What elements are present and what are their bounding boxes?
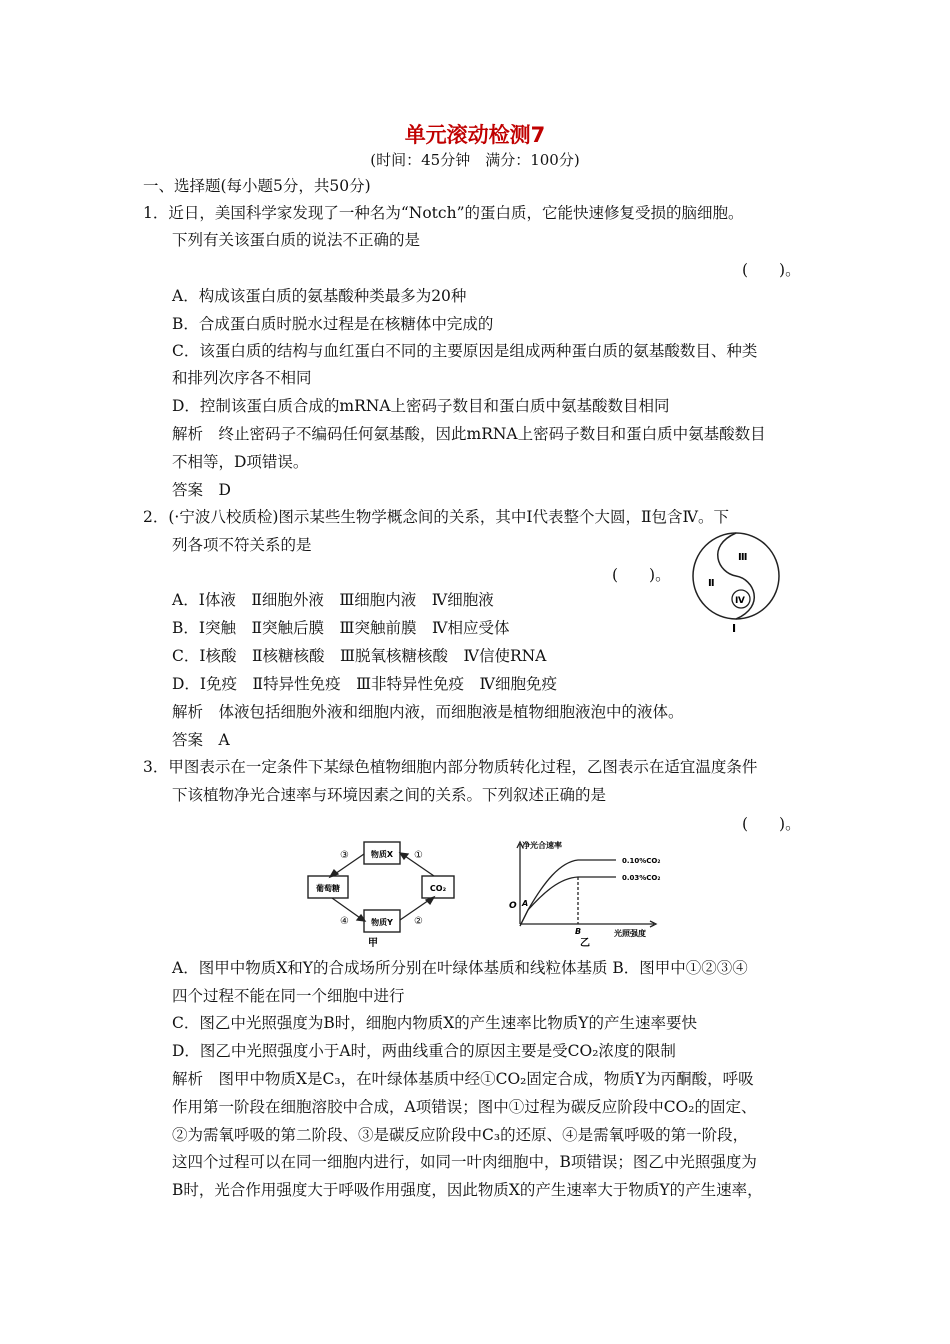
q1-option-c-line1: C．该蛋白质的结构与血红蛋白不同的主要原因是组成两种蛋白质的氨基酸数目、种类 (172, 342, 758, 360)
q1-option-b: B．合成蛋白质时脱水过程是在核糖体中完成的 (172, 315, 494, 333)
q2-stem-line1: 2．(·宁波八校质检)图示某些生物学概念间的关系，其中Ⅰ代表整个大圆，Ⅱ包含Ⅳ。下 (143, 508, 730, 526)
q1-explanation-line2: 不相等，D项错误。 (172, 453, 309, 471)
label-iii: Ⅲ (738, 552, 748, 563)
q3-option-a-line1: A．图甲中物质X和Y的合成场所分别在叶绿体基质和线粒体基质 B．图甲中①②③④ (172, 959, 748, 977)
point-b-label: B (575, 927, 582, 936)
q1-stem-line2: 下列有关该蛋白质的说法不正确的是 (172, 231, 421, 249)
section-heading: 一、选择题(每小题5分，共50分) (143, 177, 371, 195)
series-label-0-03: 0.03%CO₂ (622, 874, 661, 882)
series-label-0-10: 0.10%CO₂ (622, 857, 661, 865)
q3-stem-line2: 下该植物净光合速率与环境因素之间的关系。下列叙述正确的是 (172, 786, 607, 804)
q2-option-b: B．Ⅰ突触 Ⅱ突触后膜 Ⅲ突触前膜 Ⅳ相应受体 (172, 619, 510, 637)
box-co2-label: CO₂ (429, 884, 447, 893)
q3-stem-line1: 3．甲图表示在一定条件下某绿色植物细胞内部分物质转化过程，乙图表示在适宜温度条件 (143, 758, 758, 776)
q3-explanation-line4: 这四个过程可以在同一细胞内进行，如同一叶肉细胞中，B项错误；图乙中光照强度为 (172, 1153, 757, 1171)
origin-label: O (509, 901, 517, 911)
page-subtitle: (时间：45分钟 满分：100分) (370, 151, 580, 169)
step-2-label: ② (414, 916, 423, 927)
fig-jia-caption: 甲 (368, 938, 378, 948)
q3-option-c: C．图乙中光照强度为B时，细胞内物质X的产生速率比物质Y的产生速率要快 (172, 1014, 698, 1032)
label-iv: Ⅳ (735, 596, 745, 606)
q1-explanation-line1: 解析 终止密码子不编码任何氨基酸，因此mRNA上密码子数目和蛋白质中氨基酸数目 (172, 425, 766, 443)
q2-option-c: C．Ⅰ核酸 Ⅱ核糖核酸 Ⅲ脱氧核糖核酸 Ⅳ信使RNA (172, 647, 547, 665)
step-4-label: ④ (340, 916, 349, 927)
q3-explanation-line1: 解析 图甲中物质X是C₃，在叶绿体基质中经①CO₂固定合成，物质Y为丙酮酸，呼吸 (172, 1070, 754, 1088)
fig-yi-caption: 乙 (580, 938, 590, 948)
q3-answer-blank: ( )。 (742, 815, 801, 833)
y-axis-label: 净光合速率 (522, 841, 562, 850)
q1-answer: 答案 D (172, 481, 231, 499)
fig-jia-diagram (300, 836, 470, 948)
q1-stem-line1: 1．近日，美国科学家发现了一种名为“Notch”的蛋白质，它能快速修复受损的脑细胞。 (143, 204, 744, 222)
box-substance-y-label: 物质Y (371, 918, 393, 927)
q2-answer-blank: ( )。 (612, 566, 671, 584)
q3-explanation-line5: B时，光合作用强度大于呼吸作用强度，因此物质X的产生速率大于物质Y的产生速率， (172, 1181, 763, 1199)
q3-option-d: D．图乙中光照强度小于A时，两曲线重合的原因主要是受CO₂浓度的限制 (172, 1042, 676, 1060)
q1-answer-blank: ( )。 (742, 261, 801, 279)
q1-option-d: D．控制该蛋白质合成的mRNA上密码子数目和蛋白质中氨基酸数目相同 (172, 397, 670, 415)
q2-answer: 答案 A (172, 731, 230, 749)
q3-explanation-line2: 作用第一阶段在细胞溶胶中合成，A项错误；图中①过程为碳反应阶段中CO₂的固定、 (172, 1098, 757, 1116)
curve-0-10-co2 (520, 860, 616, 926)
step-3-label: ③ (340, 850, 349, 861)
fig-yi-chart (504, 836, 680, 948)
arrowhead-1 (400, 853, 408, 859)
q2-venn-diagram (688, 528, 788, 638)
label-i: Ⅰ (732, 622, 737, 635)
x-axis-label: 光照强度 (614, 929, 646, 938)
box-glucose-label: 葡萄糖 (316, 884, 340, 893)
curve-0-03-co2 (520, 877, 616, 926)
point-a-label: A (522, 899, 529, 908)
step-1-label: ① (414, 850, 423, 861)
q2-stem-line2: 列各项不符关系的是 (172, 536, 312, 554)
q2-option-a: A．Ⅰ体液 Ⅱ细胞外液 Ⅲ细胞内液 Ⅳ细胞液 (172, 591, 494, 609)
page-title: 单元滚动检测7 (404, 123, 546, 147)
q1-option-a: A．构成该蛋白质的氨基酸种类最多为20种 (172, 287, 467, 305)
q3-explanation-line3: ②为需氧呼吸的第二阶段、③是碳反应阶段中C₃的还原、④是需氧呼吸的第一阶段， (172, 1126, 749, 1144)
box-substance-x-label: 物质X (370, 850, 394, 859)
label-ii: Ⅱ (708, 578, 715, 589)
q1-option-c-line2: 和排列次序各不相同 (172, 369, 312, 387)
q2-explanation: 解析 体液包括细胞外液和细胞内液，而细胞液是植物细胞液泡中的液体。 (172, 703, 684, 721)
q2-option-d: D．Ⅰ免疫 Ⅱ特异性免疫 Ⅲ非特异性免疫 Ⅳ细胞免疫 (172, 675, 558, 693)
q3-option-a-line2: 四个过程不能在同一个细胞中进行 (172, 987, 405, 1005)
